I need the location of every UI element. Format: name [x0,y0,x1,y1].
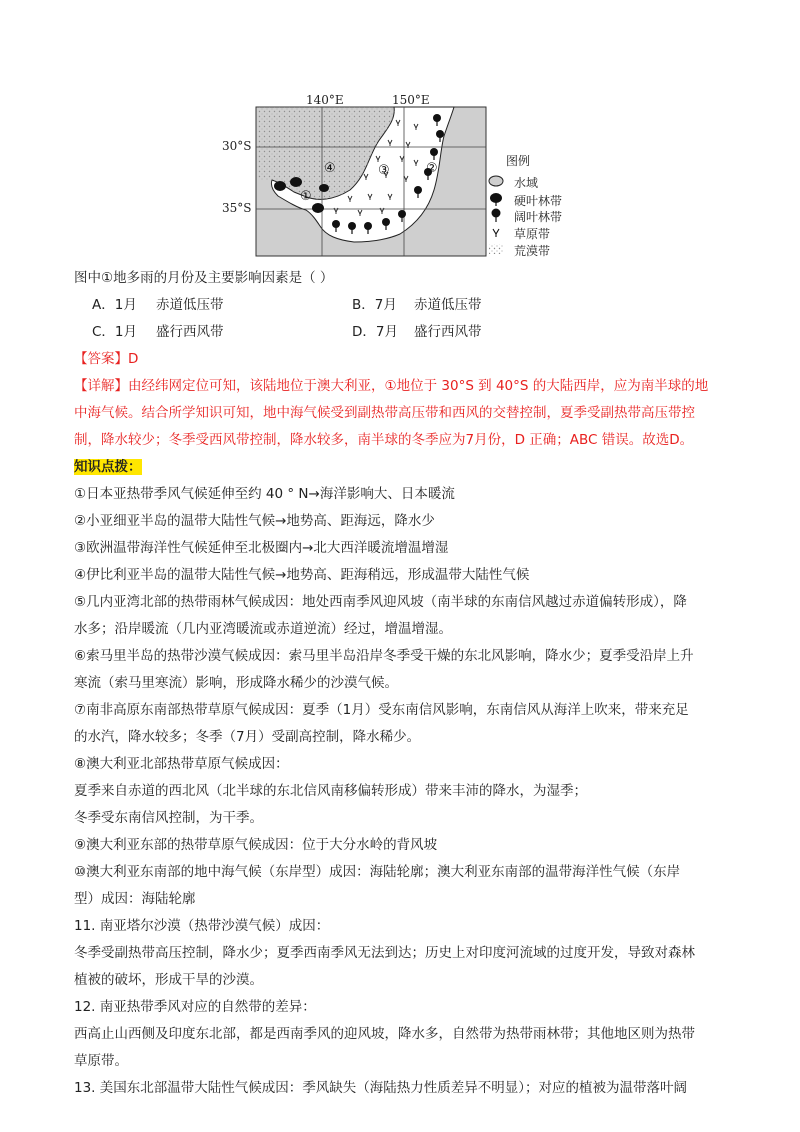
knowledge-line: 冬季受副热带高压控制，降水少；夏季西南季风无法到达；历史上对印度河流域的过度开发，导致对森林 [74,945,695,961]
knowledge-line: ⑦南非高原东南部热带草原气候成因：夏季（1月）受东南信风影响，东南信风从海洋上吹来，带来充足 [74,702,689,718]
legend-item [488,225,578,241]
knowledge-line: ⑧澳大利亚北部热带草原气候成因： [74,756,289,772]
zone-4-label: ④ [324,161,336,176]
knowledge-line: 冬季受东南信风控制，为干季。 [74,810,263,826]
legend-item [488,208,578,224]
knowledge-line: ④伊比利亚半岛的温带大陆性气候→地势高、距海稍远，形成温带大陆性气候 [74,567,530,583]
legend-item-label: 草原带 [514,227,551,241]
option-b-text: 赤道低压带 [414,297,482,313]
legend-item-label: 硬叶林带 [514,194,563,208]
legend-item [488,242,578,258]
knowledge-line: 12. 南亚热带季风对应的自然带的差异： [74,999,316,1015]
lat-label-30s: 30°S [222,139,252,153]
knowledge-line: ⑥索马里半岛的热带沙漠气候成因：索马里半岛沿岸冬季受干燥的东北风影响，降水少；夏季受沿岸上升 [74,648,694,664]
legend-item [488,174,578,190]
knowledge-line: ②小亚细亚半岛的温带大陆性气候→地势高、距海远，降水少 [74,513,435,529]
lon-label-140: 140°E [306,93,344,107]
grass-icon [488,225,508,239]
lon-label-150: 150°E [392,93,430,107]
knowledge-line: ①日本亚热带季风气候延伸至约 40 ° N→海洋影响大、日本暖流 [74,486,455,502]
answer-label: 【答案】D [74,351,139,367]
lat-label-35s: 35°S [222,201,252,215]
knowledge-line: 夏季来自赤道的西北风（北半球的东北信风南移偏转形成）带来丰沛的降水，为湿季； [74,783,587,799]
water-icon [488,174,508,188]
legend-item-label: 荒漠带 [514,244,551,258]
knowledge-line: 13. 美国东北部温带大陆性气候成因：季风缺失（海陆热力性质差异不明显）；对应的植被为温带落叶阔 [74,1080,688,1096]
answer-detail-line: 中海气候。结合所学知识可知，地中海气候受到副热带高压带和西风的交替控制，夏季受副热带高压带控 [74,405,695,421]
option-a-text: 赤道低压带 [156,297,224,313]
knowledge-heading: 知识点拨： [74,459,142,475]
document-body [74,265,734,1102]
knowledge-line: ③欧洲温带海洋性气候延伸至北极圈内→北大西洋暖流增温增湿 [74,540,449,556]
legend-item-label: 阔叶林带 [514,210,563,224]
legend-item-label: 水域 [514,176,539,190]
zone-2-label: ② [426,161,438,176]
knowledge-line: 草原带。 [74,1053,128,1069]
knowledge-line: 西高止山西侧及印度东北部，都是西南季风的迎风坡，降水多，自然带为热带雨林带；其他地区则为热带 [74,1026,695,1042]
knowledge-line: 11. 南亚塔尔沙漠（热带沙漠气候）成因： [74,918,330,934]
options-row-1 [74,292,734,319]
knowledge-line: 型）成因：海陆轮廓 [74,891,196,907]
knowledge-line: ⑨澳大利亚东部的热带草原气候成因：位于大分水岭的背风坡 [74,837,438,853]
sclerophyll-tree-icon [488,192,508,206]
legend-title: 图例 [506,154,531,168]
knowledge-line: 的水汽，降水较多；冬季（7月）受副高控制，降水稀少。 [74,729,421,745]
option-a-letter: A．1月 [92,297,137,313]
option-c-text: 盛行西风带 [156,324,224,340]
legend-item [488,192,578,208]
option-b-letter: B．7月 [352,297,397,313]
knowledge-line: 水多；沿岸暖流（几内亚湾暖流或赤道逆流）经过，增温增湿。 [74,621,452,637]
question-stem: 图中①地多雨的月份及主要影响因素是（ ） [74,270,334,286]
knowledge-line: 植被的破坏，形成干旱的沙漠。 [74,972,263,988]
desert-icon [488,242,508,256]
answer-detail-line: 【详解】由经纬网定位可知，该陆地位于澳大利亚，①地位于 30°S 到 40°S 的大陆西岸，应为南半球的地 [74,378,709,394]
zone-1-label: ① [300,189,312,204]
knowledge-line: 寒流（索马里寒流）影响，形成降水稀少的沙漠气候。 [74,675,398,691]
answer-detail-line: 制，降水较少；冬季受西风带控制，降水较多，南半球的冬季应为7月份，D 正确；ABC 错误。故选D。 [74,432,694,448]
option-d-letter: D．7月 [352,324,398,340]
options-row-2 [74,319,734,346]
knowledge-line: ⑩澳大利亚东南部的地中海气候（东岸型）成因：海陆轮廓；澳大利亚东南部的温带海洋性气候（东岸 [74,864,681,880]
option-c-letter: C．1月 [92,324,138,340]
broadleaf-tree-icon [488,208,508,222]
zone-3-label: ③ [378,163,390,178]
option-d-text: 盛行西风带 [414,324,482,340]
knowledge-line: ⑤几内亚湾北部的热带雨林气候成因：地处西南季风迎风坡（南半球的东南信风越过赤道偏转形成），降 [74,594,687,610]
